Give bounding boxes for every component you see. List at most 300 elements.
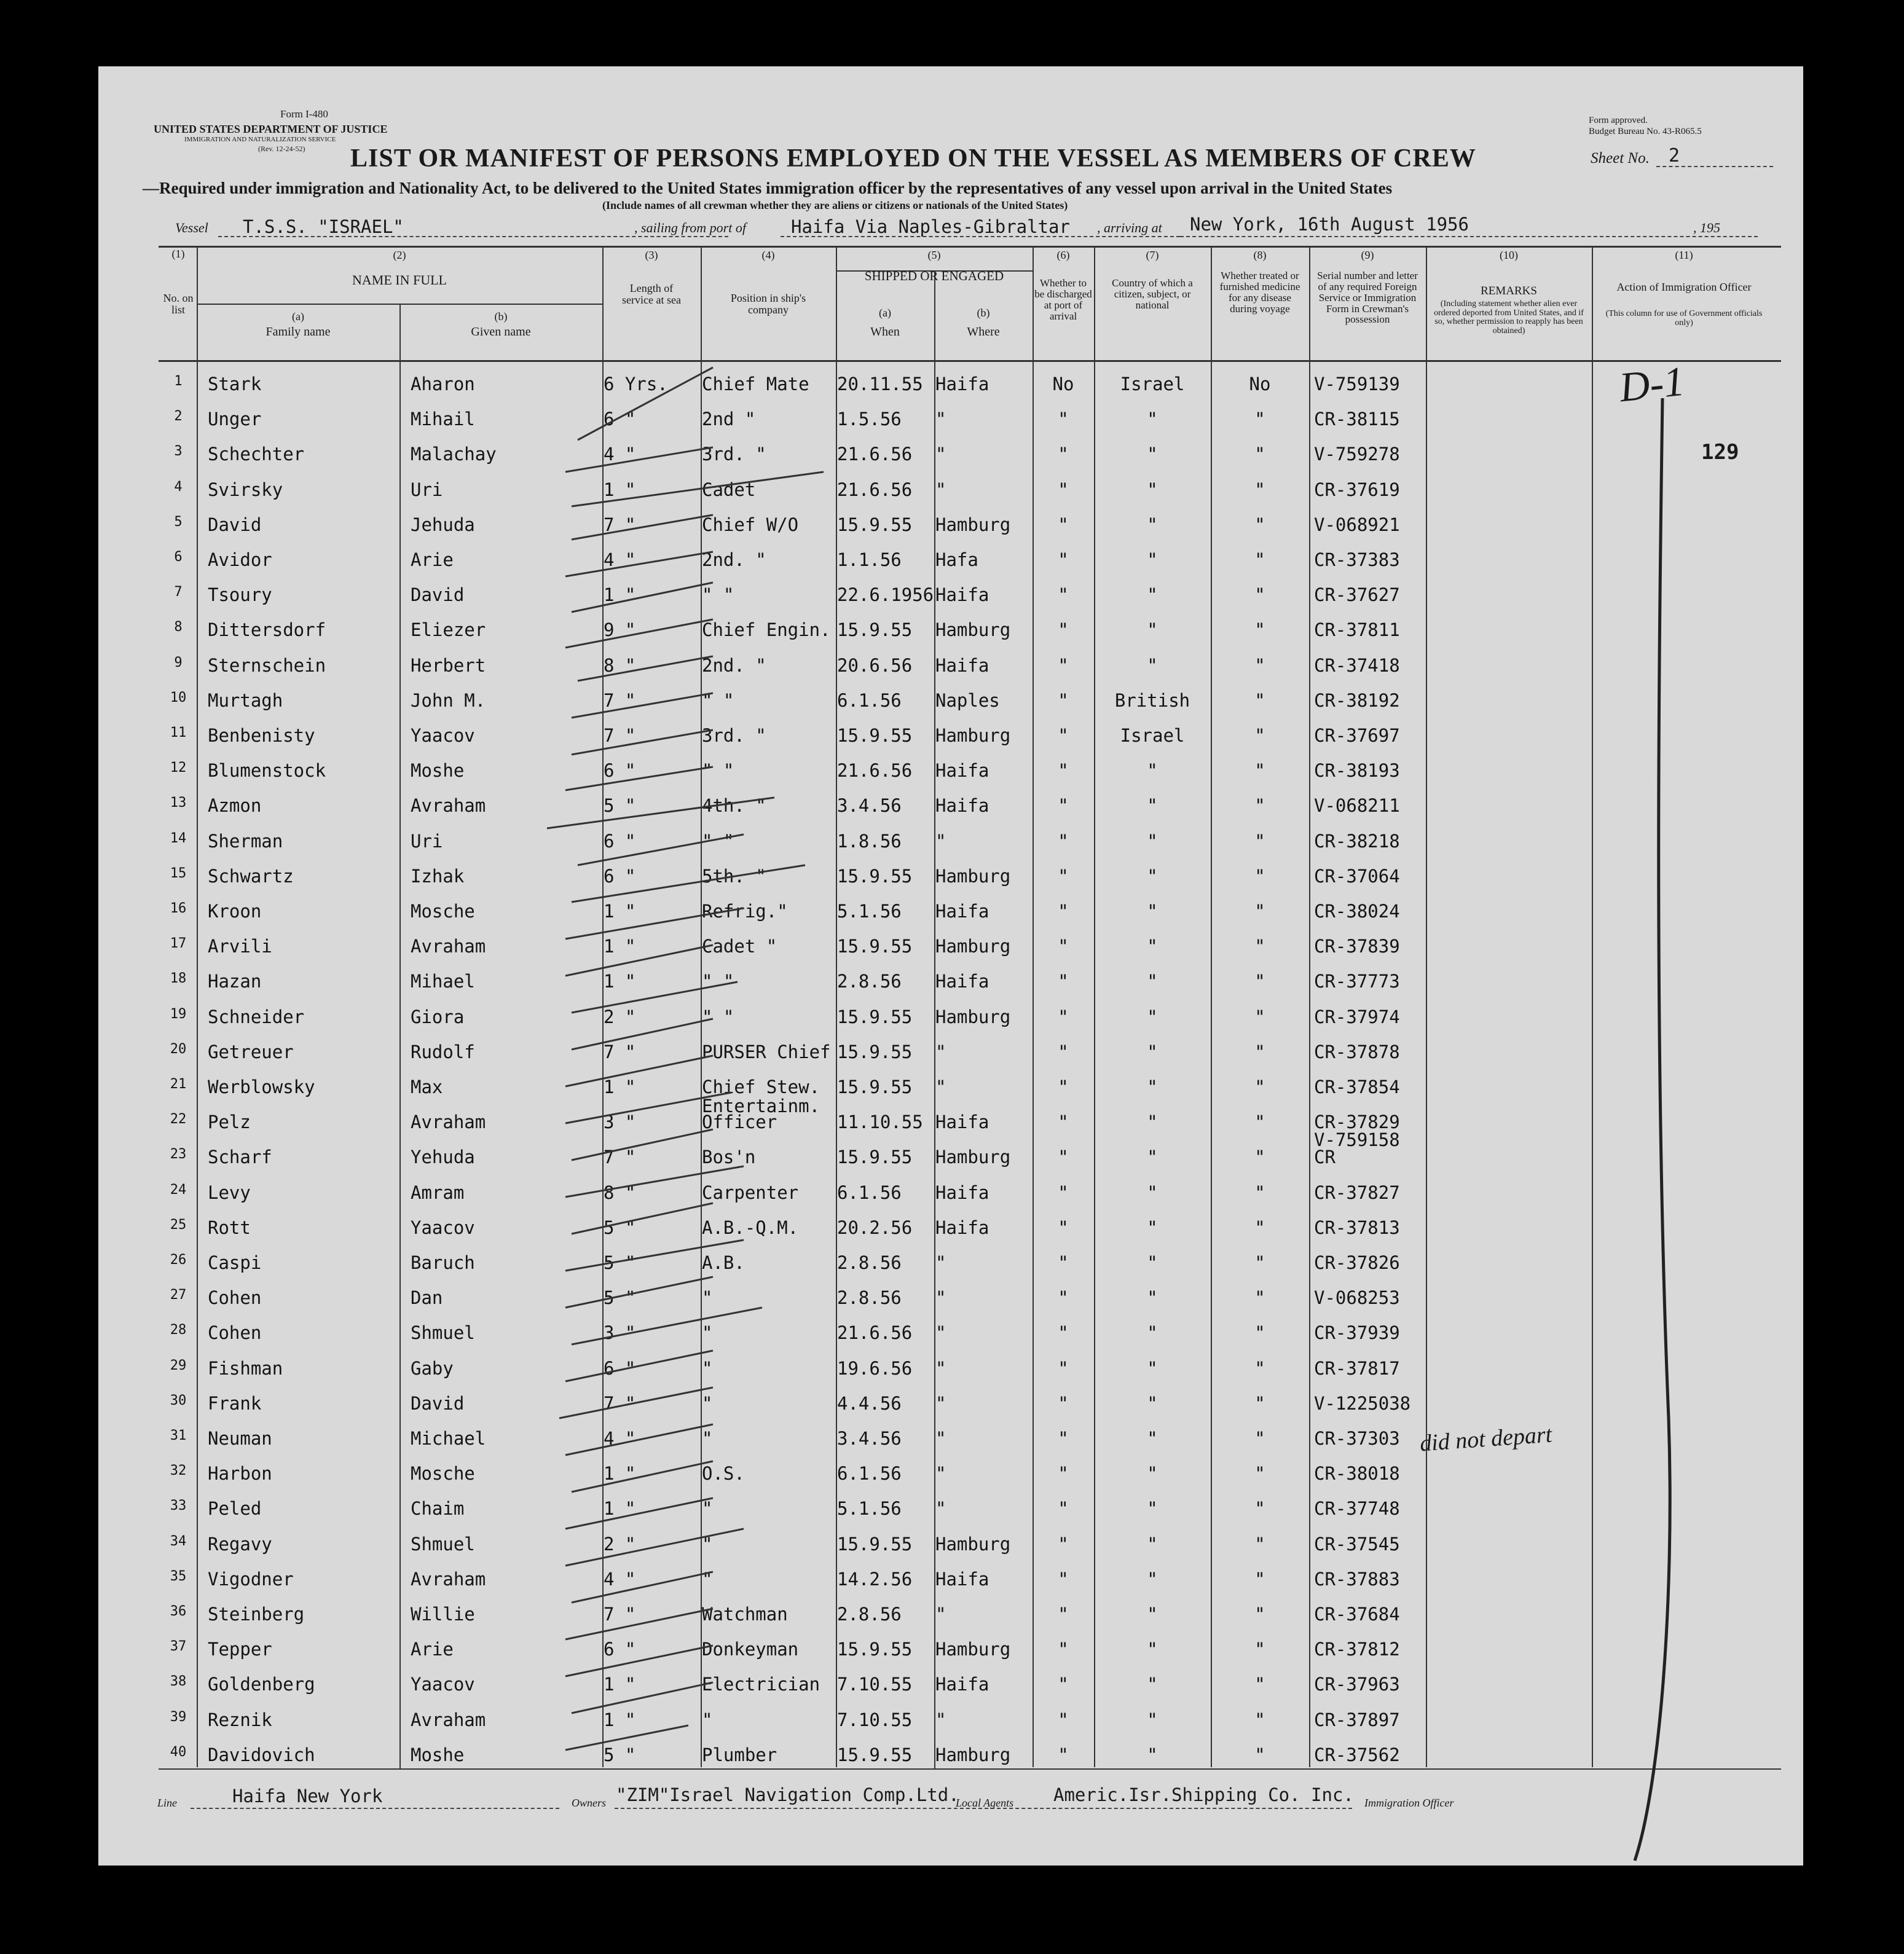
cell-serial: CR-37839 [1314, 936, 1400, 957]
cell-discharged: " [1058, 479, 1069, 500]
cell-list-no: 32 [170, 1463, 187, 1479]
cell-family-name: Getreuer [208, 1041, 294, 1062]
manifest-note: (Include names of all crewman whether they are aliens or citizens or nationals of the United States) [602, 199, 1068, 211]
cell-discharged: " [1058, 1604, 1069, 1625]
cell-discharged: " [1058, 1709, 1069, 1730]
cell-discharged: " [1058, 936, 1069, 957]
cell-treated: " [1254, 725, 1265, 746]
cell-position: A.B. [702, 1252, 745, 1273]
cell-country: " [1147, 1604, 1158, 1625]
col-sub-letter: (a) [879, 307, 891, 319]
cell-discharged: " [1058, 1533, 1069, 1555]
cell-list-no: 27 [170, 1287, 187, 1303]
tick-stroke [578, 656, 713, 681]
cell-when: 2.8.56 [837, 1604, 902, 1625]
cell-length: 1 " [604, 901, 636, 922]
cell-family-name: Sternschein [208, 654, 326, 676]
cell-list-no: 37 [170, 1639, 187, 1655]
cell-position: " [702, 1322, 713, 1344]
form-revision: (Rev. 12-24-52) [258, 144, 305, 153]
cell-when: 22.6.1956 [837, 584, 934, 606]
cell-length: 4 " [604, 1428, 636, 1449]
cell-when: 15.9.55 [837, 936, 913, 957]
cell-list-no: 35 [170, 1568, 187, 1584]
cell-list-no: 25 [170, 1217, 187, 1233]
cell-family-name: Regavy [208, 1533, 272, 1555]
cell-given-name: Avraham [411, 936, 486, 957]
cell-where: Haifa [935, 795, 989, 817]
cell-country: " [1147, 1287, 1158, 1309]
cell-discharged: " [1058, 971, 1069, 992]
cell-country: " [1147, 865, 1158, 887]
tick-stroke [572, 1308, 762, 1344]
cell-length: 6 " [604, 409, 636, 430]
cell-treated: " [1254, 514, 1265, 535]
cell-given-name: Yaacov [411, 1217, 475, 1238]
cell-when: 21.6.56 [837, 444, 913, 465]
tick-stroke [572, 865, 805, 902]
cell-list-no: 5 [174, 514, 183, 530]
cell-position: " " [702, 760, 734, 782]
cell-list-no: 4 [174, 479, 183, 495]
cell-discharged: " [1058, 549, 1069, 570]
cell-where: Hamburg [935, 1147, 1011, 1168]
cell-where: Haifa [935, 760, 989, 782]
cell-when: 2.8.56 [837, 971, 902, 992]
cell-treated: " [1254, 1639, 1265, 1660]
cell-list-no: 19 [170, 1006, 187, 1022]
cell-treated: " [1254, 1533, 1265, 1555]
cell-position: PURSER Chief [702, 1041, 831, 1062]
cell-given-name: Michael [411, 1428, 486, 1449]
cell-length: 6 " [604, 760, 636, 782]
col-header-given: Given name [471, 325, 531, 339]
col-number: (10) [1500, 249, 1518, 261]
cell-list-no: 13 [170, 795, 187, 811]
cell-length: 7 " [604, 1604, 636, 1625]
cell-serial: CR-37817 [1314, 1357, 1400, 1379]
cell-serial: CR-37963 [1314, 1674, 1400, 1695]
cell-discharged: " [1058, 619, 1069, 641]
cell-family-name: Cohen [208, 1322, 262, 1344]
cell-when: 15.9.55 [837, 619, 913, 641]
col-header-treated: Whether treated or furnished medicine for any disease during voyage [1219, 270, 1300, 315]
cell-treated: " [1254, 971, 1265, 992]
budget-bureau-number: Budget Bureau No. 43-R065.5 [1589, 127, 1702, 136]
cell-serial: CR-38192 [1314, 689, 1400, 711]
cell-list-no: 7 [174, 584, 183, 600]
cell-position: Carpenter [702, 1182, 799, 1203]
col-sub-letter: (b) [494, 310, 508, 323]
cell-length: 4 " [604, 549, 636, 570]
manifest-sheet [98, 66, 1803, 1866]
cell-serial: CR-37939 [1314, 1322, 1400, 1344]
cell-position: " " [702, 1006, 734, 1027]
cell-length: 1 " [604, 584, 636, 606]
tick-stroke [572, 1461, 713, 1492]
cell-given-name: John M. [411, 689, 486, 711]
cell-list-no: 31 [170, 1428, 187, 1443]
cell-serial: CR-37854 [1314, 1077, 1400, 1097]
tick-stroke [565, 1240, 744, 1271]
col-number: (4) [761, 249, 775, 261]
cell-family-name: Frank [208, 1392, 262, 1414]
line-value: Haifa New York [232, 1786, 383, 1807]
department-name: UNITED STATES DEPARTMENT OF JUSTICE [154, 123, 388, 135]
col-header-remarks-note: (Including statement whether alien ever ordered deported from United States, and if so, whether permission to reapply has been obtained) [1434, 299, 1584, 336]
cell-discharged: " [1058, 1041, 1069, 1062]
cell-where: Haifa [935, 584, 989, 606]
cell-discharged: " [1058, 795, 1069, 817]
cell-length: 7 " [604, 1147, 636, 1168]
cell-given-name: Mosche [411, 1463, 475, 1485]
cell-treated: " [1254, 1392, 1265, 1414]
cell-length: 5 " [604, 1287, 636, 1309]
cell-country: " [1147, 795, 1158, 817]
cell-country: " [1147, 1498, 1158, 1520]
cell-serial: V-759139 [1314, 374, 1400, 394]
cell-country: " [1147, 760, 1158, 782]
cell-family-name: Blumenstock [208, 760, 326, 782]
cell-position: 3rd. " [702, 725, 766, 746]
cell-country: " [1147, 584, 1158, 606]
cell-country: " [1147, 409, 1158, 430]
cell-when: 1.5.56 [837, 409, 902, 430]
cell-country: " [1147, 1533, 1158, 1555]
cell-length: 1 " [604, 936, 636, 957]
cell-position: Officer [702, 1112, 777, 1133]
cell-where: Haifa [935, 971, 989, 992]
cell-serial: CR-37813 [1314, 1217, 1400, 1238]
col-header-remarks: REMARKS [1481, 284, 1537, 297]
cell-given-name: Avraham [411, 1709, 486, 1730]
cell-given-name: David [411, 1392, 465, 1414]
cell-where: Naples [935, 689, 1000, 711]
col-header-action: Action of Immigration Officer [1616, 281, 1752, 293]
col-header-when: When [870, 325, 900, 339]
cell-position: " " [702, 971, 734, 992]
cell-list-no: 8 [174, 619, 183, 635]
cell-where: Haifa [935, 1112, 989, 1133]
cell-given-name: Mihail [411, 409, 475, 430]
cell-discharged: " [1058, 689, 1069, 711]
cell-when: 15.9.55 [837, 1006, 913, 1027]
cell-country: " [1147, 1568, 1158, 1590]
cell-where: " [935, 409, 946, 430]
line-label: Line [157, 1797, 178, 1809]
cell-serial-line-1: V-759158 [1314, 1129, 1400, 1151]
cell-family-name: Pelz [208, 1112, 251, 1133]
cell-serial: CR-37883 [1314, 1568, 1400, 1590]
cell-where: " [935, 1498, 946, 1520]
col-header-discharged: Whether to be discharged at port of arrival [1034, 277, 1092, 322]
cell-treated: " [1254, 1006, 1265, 1027]
vessel-label: Vessel [175, 220, 208, 235]
cell-list-no: 3 [174, 444, 183, 460]
cell-given-name: Herbert [411, 654, 486, 676]
cell-position: " [702, 1357, 713, 1379]
cell-where: " [935, 479, 946, 500]
cell-list-no: 16 [170, 901, 187, 916]
cell-list-no: 9 [174, 654, 183, 670]
cell-position: O.S. [702, 1463, 745, 1485]
cell-treated: " [1254, 479, 1265, 500]
cell-when: 6.1.56 [837, 1463, 902, 1485]
cell-position: " " [702, 584, 734, 606]
cell-given-name: Moshe [411, 760, 465, 782]
col-number: (7) [1146, 249, 1159, 261]
cell-where: Hamburg [935, 1006, 1011, 1027]
cell-family-name: Werblowsky [208, 1077, 315, 1097]
cell-length: 6 " [604, 865, 636, 887]
cell-discharged: " [1058, 1744, 1069, 1765]
cell-discharged: " [1058, 901, 1069, 922]
tick-stroke [572, 1203, 713, 1234]
cell-position: Electrician [702, 1674, 820, 1695]
tick-stroke [565, 1056, 713, 1086]
cell-where: " [935, 1252, 946, 1273]
cell-serial: V-068211 [1314, 795, 1400, 817]
cell-family-name: Neuman [208, 1428, 272, 1449]
tick-stroke [572, 472, 824, 506]
cell-when: 15.9.55 [837, 514, 913, 535]
cell-list-no: 6 [174, 549, 183, 565]
cell-family-name: Caspi [208, 1252, 262, 1273]
tick-stroke [572, 1129, 713, 1160]
cell-when: 4.4.56 [837, 1392, 902, 1414]
cell-treated: " [1254, 795, 1265, 817]
cell-when: 20.6.56 [837, 654, 913, 676]
cell-family-name: Arvili [208, 936, 272, 957]
cell-discharged: " [1058, 1006, 1069, 1027]
cell-serial: CR-37878 [1314, 1041, 1400, 1062]
tick-stroke [565, 908, 744, 939]
col-header-shipped: SHIPPED OR ENGAGED [864, 269, 1004, 283]
cell-when: 21.6.56 [837, 479, 913, 500]
cell-when: 7.10.55 [837, 1709, 913, 1730]
cell-country: " [1147, 1463, 1158, 1485]
tick-stroke [565, 767, 713, 790]
tick-stroke [565, 1725, 688, 1750]
cell-position: 3rd. " [702, 444, 766, 465]
cell-serial: CR-38018 [1314, 1463, 1400, 1485]
cell-when: 11.10.55 [837, 1112, 923, 1133]
cell-given-name: Uri [411, 830, 443, 852]
cell-country: " [1147, 1428, 1158, 1449]
cell-discharged: " [1058, 1674, 1069, 1695]
owners-value: "ZIM"Israel Navigation Comp.Ltd. [616, 1784, 959, 1805]
cell-given-name: Avraham [411, 1568, 486, 1590]
cell-country: " [1147, 971, 1158, 992]
tick-stroke [578, 834, 744, 865]
cell-position: " " [702, 689, 734, 711]
cell-given-name: Dan [411, 1287, 443, 1309]
col-header-length: Length of service at sea [622, 282, 681, 306]
cell-position: 2nd. " [702, 549, 766, 570]
cell-length: 4 " [604, 1568, 636, 1590]
cell-serial: V-068253 [1314, 1287, 1400, 1309]
cell-when: 15.9.55 [837, 865, 913, 887]
cell-discharged: " [1058, 1568, 1069, 1590]
owners-label: Owners [572, 1797, 607, 1809]
cell-discharged: " [1058, 409, 1069, 430]
cell-given-name: Shmuel [411, 1322, 475, 1344]
cell-country: " [1147, 1041, 1158, 1062]
cell-given-name: Max [411, 1077, 443, 1097]
tick-stroke [565, 552, 713, 576]
cell-discharged: " [1058, 1498, 1069, 1520]
col-number: (5) [927, 249, 941, 261]
cell-treated: " [1254, 619, 1265, 641]
cell-treated: " [1254, 936, 1265, 957]
cell-country: British [1114, 689, 1190, 711]
arriving-at: New York, 16th August 1956 [1190, 214, 1469, 235]
agents-value: Americ.Isr.Shipping Co. Inc. [1053, 1784, 1354, 1805]
cell-discharged: " [1058, 1428, 1069, 1449]
cell-discharged: " [1058, 830, 1069, 852]
cell-treated: " [1254, 444, 1265, 465]
tick-stroke [572, 982, 738, 1013]
cell-treated: " [1254, 901, 1265, 922]
cell-treated: " [1254, 1674, 1265, 1695]
cell-when: 19.6.56 [837, 1357, 913, 1379]
cell-length: 6 " [604, 1639, 636, 1660]
tick-stroke [572, 1019, 713, 1050]
cell-when: 21.6.56 [837, 1322, 913, 1344]
cell-list-no: 11 [170, 725, 187, 740]
cell-treated: " [1254, 584, 1265, 606]
cell-length: 5 " [604, 1252, 636, 1273]
col-header-serial: Serial number and letter of any required Foreign Service or Immigration Form in Crewman's possession [1317, 270, 1418, 326]
cell-given-name: Amram [411, 1182, 465, 1203]
cell-position: " " [702, 830, 734, 852]
cell-where: Hamburg [935, 1639, 1011, 1660]
cell-position: Cadet " [702, 936, 777, 957]
cell-family-name: Sherman [208, 830, 283, 852]
cell-serial: CR [1314, 1147, 1336, 1168]
cell-length: 3 " [604, 1322, 636, 1344]
cell-list-no: 22 [170, 1112, 187, 1128]
cell-length: 7 " [604, 514, 636, 535]
cell-where: Hamburg [935, 1533, 1011, 1555]
col-header-country: Country of which a citizen, subject, or national [1112, 277, 1193, 311]
cell-when: 2.8.56 [837, 1287, 902, 1309]
cell-list-no: 26 [170, 1252, 187, 1268]
cell-discharged: " [1058, 725, 1069, 746]
cell-treated: " [1254, 1322, 1265, 1344]
cell-given-name: Willie [411, 1604, 475, 1625]
cell-discharged: " [1058, 1147, 1069, 1168]
cell-list-no: 40 [170, 1744, 187, 1760]
cell-country: " [1147, 1077, 1158, 1097]
cell-treated: " [1254, 1182, 1265, 1203]
cell-treated: " [1254, 760, 1265, 782]
cell-when: 15.9.55 [837, 1147, 913, 1168]
cell-family-name: Levy [208, 1182, 251, 1203]
cell-serial: CR-37826 [1314, 1252, 1400, 1273]
cell-position: Refrig." [702, 901, 788, 922]
cell-country: " [1147, 514, 1158, 535]
tick-stroke [572, 730, 713, 755]
tick-stroke [559, 1387, 713, 1418]
cell-position: Chief Mate [702, 374, 809, 394]
cell-length: 5 " [604, 795, 636, 817]
cell-given-name: Uri [411, 479, 443, 500]
cell-position-line-1: Entertainm. [702, 1096, 820, 1117]
cell-length: 1 " [604, 479, 636, 500]
cell-given-name: Mihael [411, 971, 475, 992]
cell-treated: " [1254, 865, 1265, 887]
cell-family-name: Cohen [208, 1287, 262, 1309]
cell-serial: CR-37897 [1314, 1709, 1400, 1730]
cell-discharged: " [1058, 1252, 1069, 1273]
cell-where: Hamburg [935, 936, 1011, 957]
cell-serial: CR-37829 [1314, 1112, 1400, 1133]
cell-when: 15.9.55 [837, 1744, 913, 1765]
cell-list-no: 24 [170, 1182, 187, 1198]
cell-where: " [935, 1463, 946, 1485]
cell-when: 5.1.56 [837, 1498, 902, 1520]
tick-stroke [565, 1609, 713, 1639]
tick-stroke [547, 798, 774, 828]
cell-treated: " [1254, 1357, 1265, 1379]
cell-discharged: " [1058, 584, 1069, 606]
cell-discharged: " [1058, 1463, 1069, 1485]
cell-position: 2nd. " [702, 654, 766, 676]
cell-when: 14.2.56 [837, 1568, 913, 1590]
cell-discharged: " [1058, 1112, 1069, 1133]
line-underline [191, 1808, 559, 1809]
cell-family-name: David [208, 514, 262, 535]
cell-family-name: Tepper [208, 1639, 272, 1660]
cell-when: 2.8.56 [837, 1252, 902, 1273]
cell-length: 1 " [604, 1674, 636, 1695]
vessel-name: T.S.S. "ISRAEL" [243, 216, 404, 237]
cell-length: 1 " [604, 1709, 636, 1730]
cell-list-no: 12 [170, 760, 187, 776]
cell-given-name: Avraham [411, 1112, 486, 1133]
cell-given-name: Chaim [411, 1498, 465, 1520]
cell-family-name: Stark [208, 374, 262, 394]
cell-position: " [702, 1392, 713, 1414]
cell-treated: " [1254, 1112, 1265, 1133]
col-header-family: Family name [266, 325, 331, 339]
cell-position: " [702, 1428, 713, 1449]
cell-length: 1 " [604, 971, 636, 992]
cell-treated: " [1254, 1568, 1265, 1590]
cell-where: Hafa [935, 549, 978, 570]
cell-when: 20.2.56 [837, 1217, 913, 1238]
tick-stroke [572, 693, 713, 718]
cell-family-name: Schneider [208, 1006, 305, 1027]
cell-length: 7 " [604, 725, 636, 746]
cell-given-name: Arie [411, 1639, 454, 1660]
cell-family-name: Reznik [208, 1709, 272, 1730]
service-name: IMMIGRATION AND NATURALIZATION SERVICE [184, 136, 336, 143]
cell-treated: " [1254, 1498, 1265, 1520]
cell-where: Hamburg [935, 619, 1011, 641]
sailing-from: Haifa Via Naples-Gibraltar [791, 216, 1070, 237]
cell-family-name: Hazan [208, 971, 262, 992]
cell-when: 5.1.56 [837, 901, 902, 922]
cell-treated: " [1254, 689, 1265, 711]
cell-position: " [702, 1709, 713, 1730]
form-number: Form I-480 [280, 108, 328, 120]
immigration-officer-label: Immigration Officer [1364, 1797, 1454, 1809]
tick-stroke [572, 1682, 713, 1713]
cell-position: " [702, 1498, 713, 1520]
cell-where: " [935, 1357, 946, 1379]
